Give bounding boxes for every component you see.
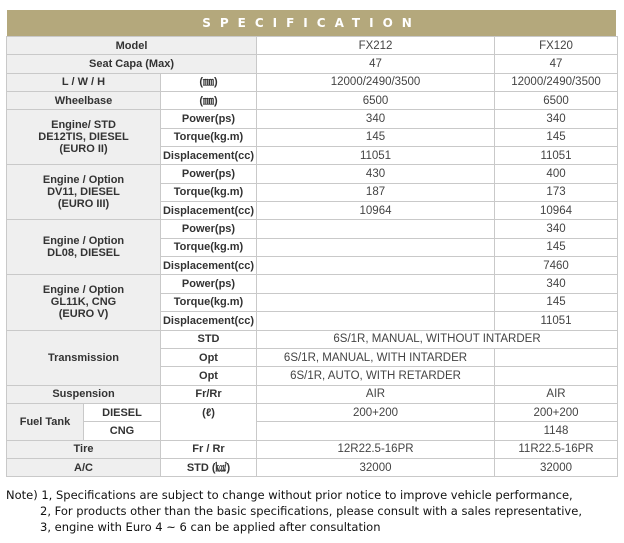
table-row-fuel-diesel [7,403,618,421]
ac-value-fx212: 32000 [257,458,495,476]
transmission-std-label: STD [161,330,257,348]
table-row-transmission [7,330,618,348]
displacement-value-fx212 [257,312,495,330]
fuel-unit: (ℓ) [161,403,257,440]
model-fx120: FX120 [495,37,618,55]
notes [6,487,618,535]
displacement-value-fx120: 11051 [495,147,618,165]
suspension-value-fx120: AIR [495,385,618,403]
fuel-cng-value-fx120: 1148 [495,422,618,440]
displacement-label: Displacement(cc) [161,147,257,165]
fuel-cng-value-fx212 [257,422,495,440]
power-value-fx212 [257,220,495,238]
transmission-opt1-empty [495,348,618,366]
displacement-label: Displacement(cc) [161,202,257,220]
table-row-tire [7,440,618,458]
seat-label: Seat Capa (Max) [7,55,257,73]
torque-label: Torque(kg.m) [161,128,257,146]
power-label: Power(ps) [161,275,257,293]
tire-label: Tire [7,440,161,458]
power-value-fx120: 400 [495,165,618,183]
displacement-label: Displacement(cc) [161,257,257,275]
fuel-cng-label: CNG [84,422,161,440]
specification-banner: SPECIFICATION [7,10,616,36]
suspension-label: Suspension [7,385,161,403]
tire-value-fx212: 12R22.5-16PR [257,440,495,458]
transmission-opt1-value: 6S/1R, MANUAL, WITH INTARDER [257,348,495,366]
suspension-sub: Fr/Rr [161,385,257,403]
table-row-model [7,37,618,55]
torque-value-fx212 [257,293,495,311]
fuel-diesel-label: DIESEL [84,403,161,421]
ac-value-fx120: 32000 [495,458,618,476]
table-row-wheelbase [7,92,618,110]
seat-value-fx212: 47 [257,55,495,73]
displacement-value-fx120: 10964 [495,202,618,220]
suspension-value-fx212: AIR [257,385,495,403]
transmission-opt2-value: 6S/1R, AUTO, WITH RETARDER [257,367,495,385]
displacement-value-fx120: 11051 [495,312,618,330]
fuel-diesel-value-fx212: 200+200 [257,403,495,421]
torque-value-fx120: 145 [495,293,618,311]
seat-value-fx120: 47 [495,55,618,73]
engine-dv11-label: Engine / Option DV11, DIESEL (EURO III) [7,165,161,220]
ac-sub: STD (㎉) [161,458,257,476]
transmission-label: Transmission [7,330,161,385]
power-label: Power(ps) [161,220,257,238]
lwh-unit: (㎜) [161,73,257,91]
transmission-opt2-empty [495,367,618,385]
wheelbase-value-fx120: 6500 [495,92,618,110]
displacement-value-fx212: 11051 [257,147,495,165]
table-row [7,220,618,238]
torque-label: Torque(kg.m) [161,293,257,311]
table-row-seat [7,55,618,73]
table-row [7,275,618,293]
power-value-fx120: 340 [495,110,618,128]
engine-std-label: Engine/ STD DE12TIS, DIESEL (EURO II) [7,110,161,165]
spec-table [6,36,618,477]
lwh-label: L / W / H [7,73,161,91]
torque-value-fx212 [257,238,495,256]
power-value-fx212: 340 [257,110,495,128]
torque-value-fx120: 173 [495,183,618,201]
model-header: Model [7,37,257,55]
transmission-opt1-label: Opt [161,348,257,366]
displacement-value-fx212: 10964 [257,202,495,220]
table-row-ac [7,458,618,476]
table-row-lwh [7,73,618,91]
lwh-value-fx212: 12000/2490/3500 [257,73,495,91]
ac-label: A/C [7,458,161,476]
tire-sub: Fr / Rr [161,440,257,458]
torque-label: Torque(kg.m) [161,238,257,256]
power-label: Power(ps) [161,110,257,128]
lwh-value-fx120: 12000/2490/3500 [495,73,618,91]
torque-value-fx212: 145 [257,128,495,146]
wheelbase-label: Wheelbase [7,92,161,110]
table-row [7,165,618,183]
power-value-fx120: 340 [495,220,618,238]
power-value-fx212: 430 [257,165,495,183]
engine-dl08-label: Engine / Option DL08, DIESEL [7,220,161,275]
displacement-value-fx212 [257,257,495,275]
note-3: 3, engine with Euro 4 ~ 6 can be applied after consultation [40,520,381,534]
transmission-opt2-label: Opt [161,367,257,385]
displacement-label: Displacement(cc) [161,312,257,330]
wheelbase-unit: (㎜) [161,92,257,110]
engine-gl11k-label: Engine / Option GL11K, CNG (EURO V) [7,275,161,330]
table-row-suspension [7,385,618,403]
table-row [7,110,618,128]
fuel-tank-label: Fuel Tank [7,403,84,440]
model-fx212: FX212 [257,37,495,55]
power-value-fx212 [257,275,495,293]
displacement-value-fx120: 7460 [495,257,618,275]
torque-value-fx212: 187 [257,183,495,201]
fuel-diesel-value-fx120: 200+200 [495,403,618,421]
torque-label: Torque(kg.m) [161,183,257,201]
tire-value-fx120: 11R22.5-16PR [495,440,618,458]
power-value-fx120: 340 [495,275,618,293]
note-2: 2, For products other than the basic specifications, please consult with a sales representative, [40,504,582,518]
torque-value-fx120: 145 [495,128,618,146]
table-row-fuel-cng [7,422,618,440]
wheelbase-value-fx212: 6500 [257,92,495,110]
note-1: Note) 1, Specifications are subject to change without prior notice to improve vehicle performance, [6,488,573,502]
power-label: Power(ps) [161,165,257,183]
transmission-std-value: 6S/1R, MANUAL, WITHOUT INTARDER [257,330,618,348]
torque-value-fx120: 145 [495,238,618,256]
